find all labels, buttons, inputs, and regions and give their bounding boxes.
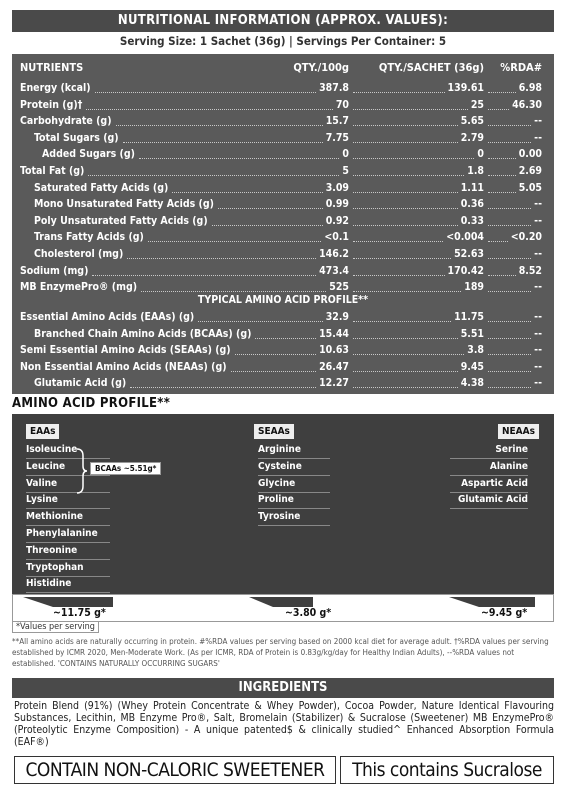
amino-acid-item: Methionine	[26, 509, 110, 526]
per100-value: 15.7	[325, 115, 349, 128]
per100-value: 387.8	[319, 82, 349, 94]
per-sachet-value: 170.42	[447, 264, 484, 277]
nutrient-name: Branched Chain Amino Acids (BCAAs) (g)	[34, 327, 252, 340]
amino-acid-item: Tryptophan	[26, 560, 110, 577]
rda-value: --	[534, 115, 542, 128]
per-sachet-value: 52.63	[454, 248, 484, 260]
amino-acid-item: Threonine	[26, 543, 110, 560]
nutrition-table	[12, 54, 554, 394]
table-row	[12, 375, 554, 391]
nutrient-name: Energy (kcal)	[20, 82, 91, 94]
amino-acid-item: Valine	[26, 476, 110, 493]
rda-value: 46.30	[512, 98, 542, 111]
per100-value: 15.44	[319, 327, 349, 340]
table-row	[12, 97, 554, 113]
rda-value: --	[534, 131, 542, 144]
per100-value: 0.92	[325, 214, 349, 227]
amount-strip	[12, 594, 554, 622]
per100-value: 146.2	[319, 248, 349, 260]
nutrient-name: Protein (g)†	[20, 98, 83, 111]
rda-value: --	[534, 281, 542, 294]
nutrient-name: Saturated Fatty Acids (g)	[34, 181, 169, 194]
nutrient-name: Sodium (mg)	[20, 264, 89, 277]
per-sachet-value: 11.75	[454, 311, 484, 323]
nutrition-title: NUTRITIONAL INFORMATION (APPROX. VALUES):	[12, 10, 554, 32]
per100-value: <0.1	[324, 231, 349, 244]
nutrient-name: Total Sugars (g)	[34, 131, 119, 144]
rda-value: 8.52	[518, 264, 542, 277]
per-sachet-value: 3.8	[467, 344, 484, 357]
per-sachet-value: 9.45	[460, 360, 484, 373]
amino-acid-item: Tyrosine	[258, 509, 330, 526]
amino-subtitle: TYPICAL AMINO ACID PROFILE**	[197, 294, 369, 306]
rda-value: --	[534, 360, 542, 373]
per100-value: 7.75	[325, 131, 349, 144]
per100-value: 0.99	[325, 198, 349, 211]
nutrient-name: Added Sugars (g)	[42, 148, 135, 161]
table-row	[12, 359, 554, 375]
bcaa-badge: BCAAs ~5.51g*	[90, 462, 161, 475]
neaas-wedge-icon	[449, 597, 535, 607]
amino-acid-item: Arginine	[258, 442, 330, 459]
nutrient-name: MB EnzymePro® (mg)	[20, 281, 138, 294]
rda-value: --	[534, 248, 542, 260]
amino-acid-item: Cysteine	[258, 459, 330, 476]
header-rda: %RDA#	[500, 61, 542, 74]
table-row	[12, 326, 554, 342]
nutrient-name: Essential Amino Acids (EAAs) (g)	[20, 311, 195, 323]
per100-value: 32.9	[325, 311, 349, 323]
per-sachet-value: 0	[477, 148, 484, 161]
amino-acid-item: Isoleucine	[26, 442, 110, 459]
amino-acid-item: Phenylalanine	[26, 526, 110, 543]
table-row	[12, 130, 554, 146]
amino-subtitle-row	[12, 292, 554, 308]
amino-acid-item: Proline	[258, 492, 330, 509]
eaas-amount: ~11.75 g*	[53, 607, 106, 619]
eaas-label: EAAs	[26, 424, 59, 439]
per100-value: 70	[335, 98, 349, 111]
amino-acid-item: Lysine	[26, 492, 110, 509]
table-row	[12, 309, 554, 325]
eaas-wedge-icon	[23, 597, 113, 607]
table-row	[12, 246, 554, 262]
rda-value: --	[534, 344, 542, 357]
rda-value: <0.20	[510, 231, 542, 244]
per-sachet-value: 139.61	[447, 82, 484, 94]
per100-value: 0	[342, 148, 349, 161]
per100-value: 26.47	[319, 360, 349, 373]
rda-value: --	[534, 311, 542, 323]
table-row	[12, 180, 554, 196]
per100-value: 10.63	[319, 344, 349, 357]
per-sachet-value: 1.8	[467, 165, 484, 177]
per100-value: 3.09	[325, 181, 349, 194]
values-per-serving-note: *Values per serving	[12, 622, 99, 633]
table-row	[12, 163, 554, 179]
per-sachet-value: 1.11	[460, 181, 484, 194]
amino-acid-item: Alanine	[450, 459, 528, 476]
amino-profile-title: AMINO ACID PROFILE**	[12, 396, 171, 411]
table-row	[12, 342, 554, 358]
table-row	[12, 229, 554, 245]
sucralose-notice: This contains Sucralose	[340, 756, 554, 784]
amino-acid-item: Glycine	[258, 476, 330, 493]
nutrient-name: Total Fat (g)	[20, 165, 85, 177]
nutrient-name: Semi Essential Amino Acids (SEAAs) (g)	[20, 344, 231, 357]
nutrient-name: Glutamic Acid (g)	[34, 377, 127, 390]
per-sachet-value: <0.004	[446, 231, 484, 244]
rda-value: --	[534, 377, 542, 390]
per-sachet-value: 189	[464, 281, 484, 294]
per-sachet-value: 2.79	[460, 131, 484, 144]
amino-profile-panel	[12, 414, 554, 594]
amino-acid-item: Aspartic Acid	[450, 476, 528, 493]
header-per-sachet: QTY./SACHET (36g)	[378, 61, 484, 74]
rda-value: 0.00	[518, 148, 542, 161]
per-sachet-value: 5.51	[460, 327, 484, 340]
table-row	[12, 213, 554, 229]
per-sachet-value: 4.38	[460, 377, 484, 390]
table-row	[12, 146, 554, 162]
footnote: **All amino acids are naturally occurring in protein. #%RDA values per serving based on 2000 kcal diet for average adult. †%RDA values per serving established by ICMR 2020, Men-Moderate Work. (As per ICMR, RDA of Protein is 0.83g/kg/day for Healthy Indian Adults), --%RDA values not established. 'CONTAINS NATURALLY OCCURRING SUGARS'	[12, 637, 549, 668]
per-sachet-value: 0.36	[460, 198, 484, 211]
per100-value: 473.4	[319, 264, 349, 277]
table-row	[12, 196, 554, 212]
nutrient-name: Trans Fatty Acids (g)	[34, 231, 144, 244]
table-row	[12, 263, 554, 279]
per-sachet-value: 25	[470, 98, 484, 111]
table-row	[12, 113, 554, 129]
rda-value: --	[534, 198, 542, 211]
nutrient-name: Poly Unsaturated Fatty Acids (g)	[34, 214, 208, 227]
sweetener-notice: CONTAIN NON-CALORIC SWEETENER	[14, 756, 336, 784]
per100-value: 525	[329, 281, 349, 294]
table-row	[12, 80, 554, 96]
serving-info: Serving Size: 1 Sachet (36g) | Servings Per Container: 5	[119, 34, 447, 48]
per-sachet-value: 0.33	[460, 214, 484, 227]
per100-value: 5	[342, 165, 349, 177]
per100-value: 12.27	[319, 377, 349, 390]
amino-acid-item: Leucine	[26, 459, 110, 476]
ingredients-title: INGREDIENTS	[12, 678, 554, 698]
neaas-amount: ~9.45 g*	[481, 607, 528, 619]
nutrient-name: Mono Unsaturated Fatty Acids (g)	[34, 198, 214, 211]
amino-acid-item: Glutamic Acid	[450, 492, 528, 509]
amino-acid-item: Histidine	[26, 576, 110, 593]
neaas-label: NEAAs	[498, 424, 539, 439]
rda-value: 5.05	[518, 181, 542, 194]
header-nutrients: NUTRIENTS	[20, 61, 84, 74]
nutrient-name: Non Essential Amino Acids (NEAAs) (g)	[20, 360, 227, 373]
nutrient-name: Cholesterol (mg)	[34, 248, 124, 260]
seaas-label: SEAAs	[254, 424, 294, 439]
header-per100: QTY./100g	[293, 61, 349, 74]
amino-acid-item: Serine	[450, 442, 528, 459]
nutrient-name: Carbohydrate (g)	[20, 115, 112, 128]
rda-value: --	[534, 214, 542, 227]
table-header	[12, 60, 554, 76]
rda-value: 2.69	[518, 165, 542, 177]
seaas-amount: ~3.80 g*	[285, 607, 332, 619]
per-sachet-value: 5.65	[460, 115, 484, 128]
rda-value: 6.98	[518, 82, 542, 94]
seaas-wedge-icon	[249, 597, 313, 607]
bcaa-brace-icon	[75, 448, 87, 494]
ingredients-text: Protein Blend (91%) (Whey Protein Concentrate & Whey Powder), Cocoa Powder, Nature Identical Flavouring Substances, Lecithin, MB Enzyme Pro®, Salt, Bromelain (Stabilizer) & Sucralose (Sweetener) MB EnzymePro® (Proteolytic Enzyme Composition) - A unique patented$ & clinically studied^ Enhanced Absorption Formula (EAF®)	[14, 700, 554, 748]
rda-value: --	[534, 327, 542, 340]
